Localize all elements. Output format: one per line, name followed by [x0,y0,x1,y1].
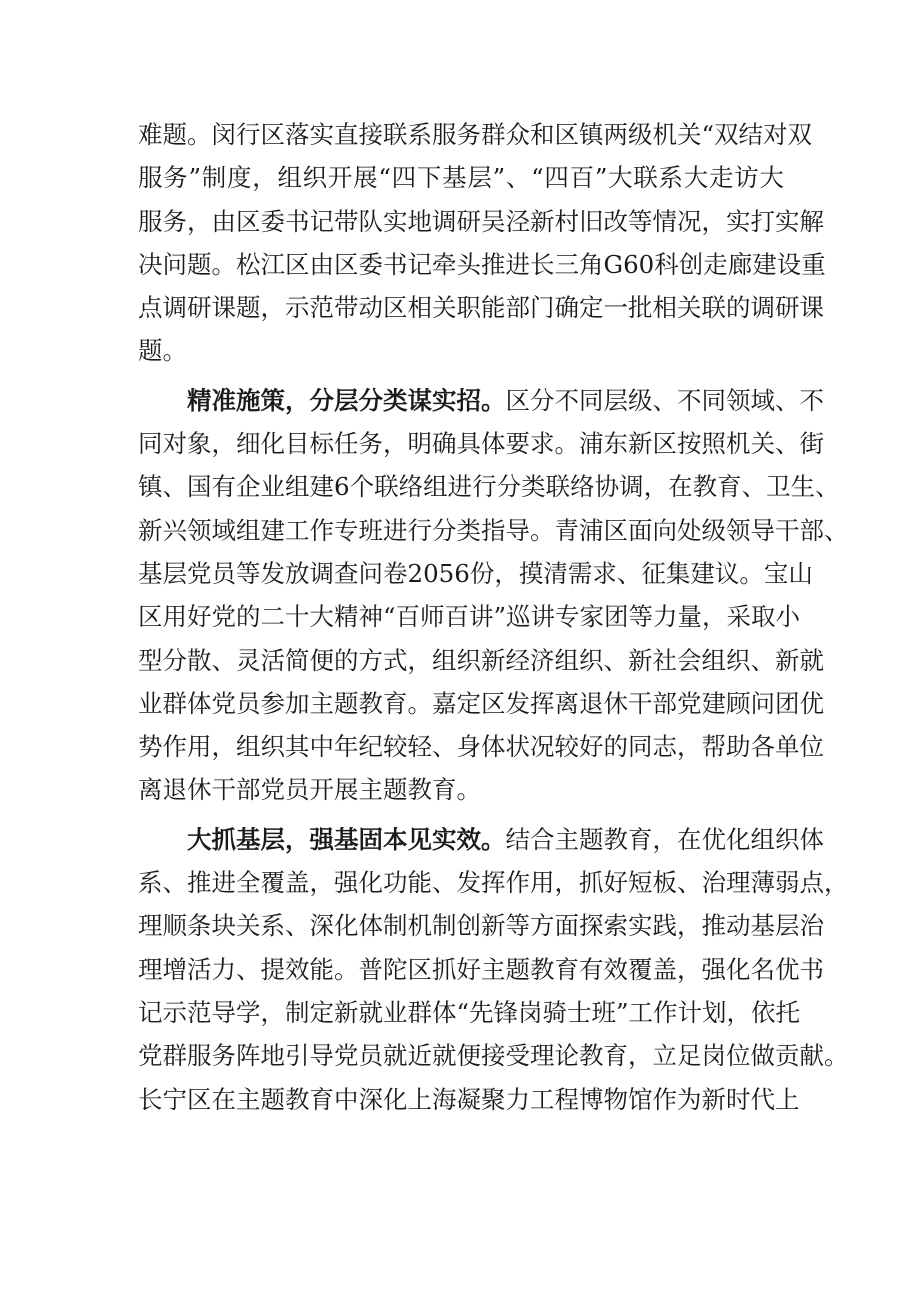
line-text: 理顺条块关系、深化体制机制创新等方面探索实践，推动基层治 [138,911,824,941]
paragraph [138,113,826,373]
text-line [138,329,784,372]
text-line [138,422,824,465]
text-line [138,682,824,725]
line-text: 点调研课题，示范带动区相关职能部门确定一批相关联的调研课 [138,293,824,323]
line-text: 记示范导学，制定新就业群体“先锋岗骑士班”工作计划，依托 [138,997,801,1027]
text-line [138,1078,800,1121]
line-text: 区分不同层级、不同领域、不 [505,385,824,415]
line-text: 理增活力、提效能。普陀区抓好主题教育有效覆盖，强化名优书 [138,954,824,984]
line-text: 离退休干部党员开展主题教育。 [138,775,481,805]
text-line [138,904,824,947]
document-body [138,113,849,1121]
line-text: 难题。闵行区落实直接联系服务群众和区镇两级机关“双结对双 [138,120,813,149]
text-line [138,379,824,422]
text-line [138,818,824,861]
text-line [138,200,824,243]
line-text: 党群服务阵地引导党员就近就便接受理论教育，立足岗位做贡献。 [138,1041,849,1071]
line-text: 区用好党的二十大精神“百师百讲”巡讲专家团等力量，采取小 [138,602,801,632]
line-text: 决问题。松江区由区委书记牵头推进长三角G60科创走廊建设重 [138,249,826,279]
text-line [138,639,824,682]
line-text: 基层党员等发放调查问卷2056份，摸清需求、征集建议。宝山 [138,558,813,588]
text-line [138,243,826,286]
paragraph-heading: 精准施策，分层分类谋实招。 [187,385,506,415]
line-text: 服务”制度，组织开展“四下基层”、“四百”大联系大走访大 [138,163,784,193]
text-line [138,1034,849,1077]
paragraph-heading: 大抓基层，强基固本见实效。 [187,824,506,854]
line-text: 题。 [138,336,187,366]
line-text: 势作用，组织其中年纪较轻、身体状况较好的同志，帮助各单位 [138,732,824,762]
text-line [138,991,801,1034]
paragraph [138,818,849,1121]
line-text: 服务，由区委书记带队实地调研吴泾新村旧改等情况，实打实解 [138,206,824,236]
line-text: 结合主题教育，在优化组织体 [505,824,824,854]
line-text: 同对象，细化目标任务，明确具体要求。浦东新区按照机关、街 [138,429,824,459]
line-text: 系、推进全覆盖，强化功能、发挥作用，抓好短板、治理薄弱点， [138,868,849,898]
line-text: 型分散、灵活简便的方式，组织新经济组织、新社会组织、新就 [138,645,824,675]
line-text: 长宁区在主题教育中深化上海凝聚力工程博物馆作为新时代上 [138,1084,800,1114]
text-line [138,113,813,156]
text-line [138,552,813,595]
text-line [138,768,784,811]
line-text: 业群体党员参加主题教育。嘉定区发挥离退休干部党建顾问团优 [138,688,824,718]
line-text: 新兴领域组建工作专班进行分类指导。青浦区面向处级领导干部、 [138,515,849,545]
text-line [138,465,840,508]
text-line [138,286,824,329]
text-line [138,861,849,904]
text-line [138,725,824,768]
text-line [138,509,849,552]
text-line [138,595,801,638]
text-line [138,948,824,991]
text-line [138,156,784,199]
paragraph [138,379,849,812]
line-text: 镇、国有企业组建6个联络组进行分类联络协调，在教育、卫生、 [138,472,840,502]
